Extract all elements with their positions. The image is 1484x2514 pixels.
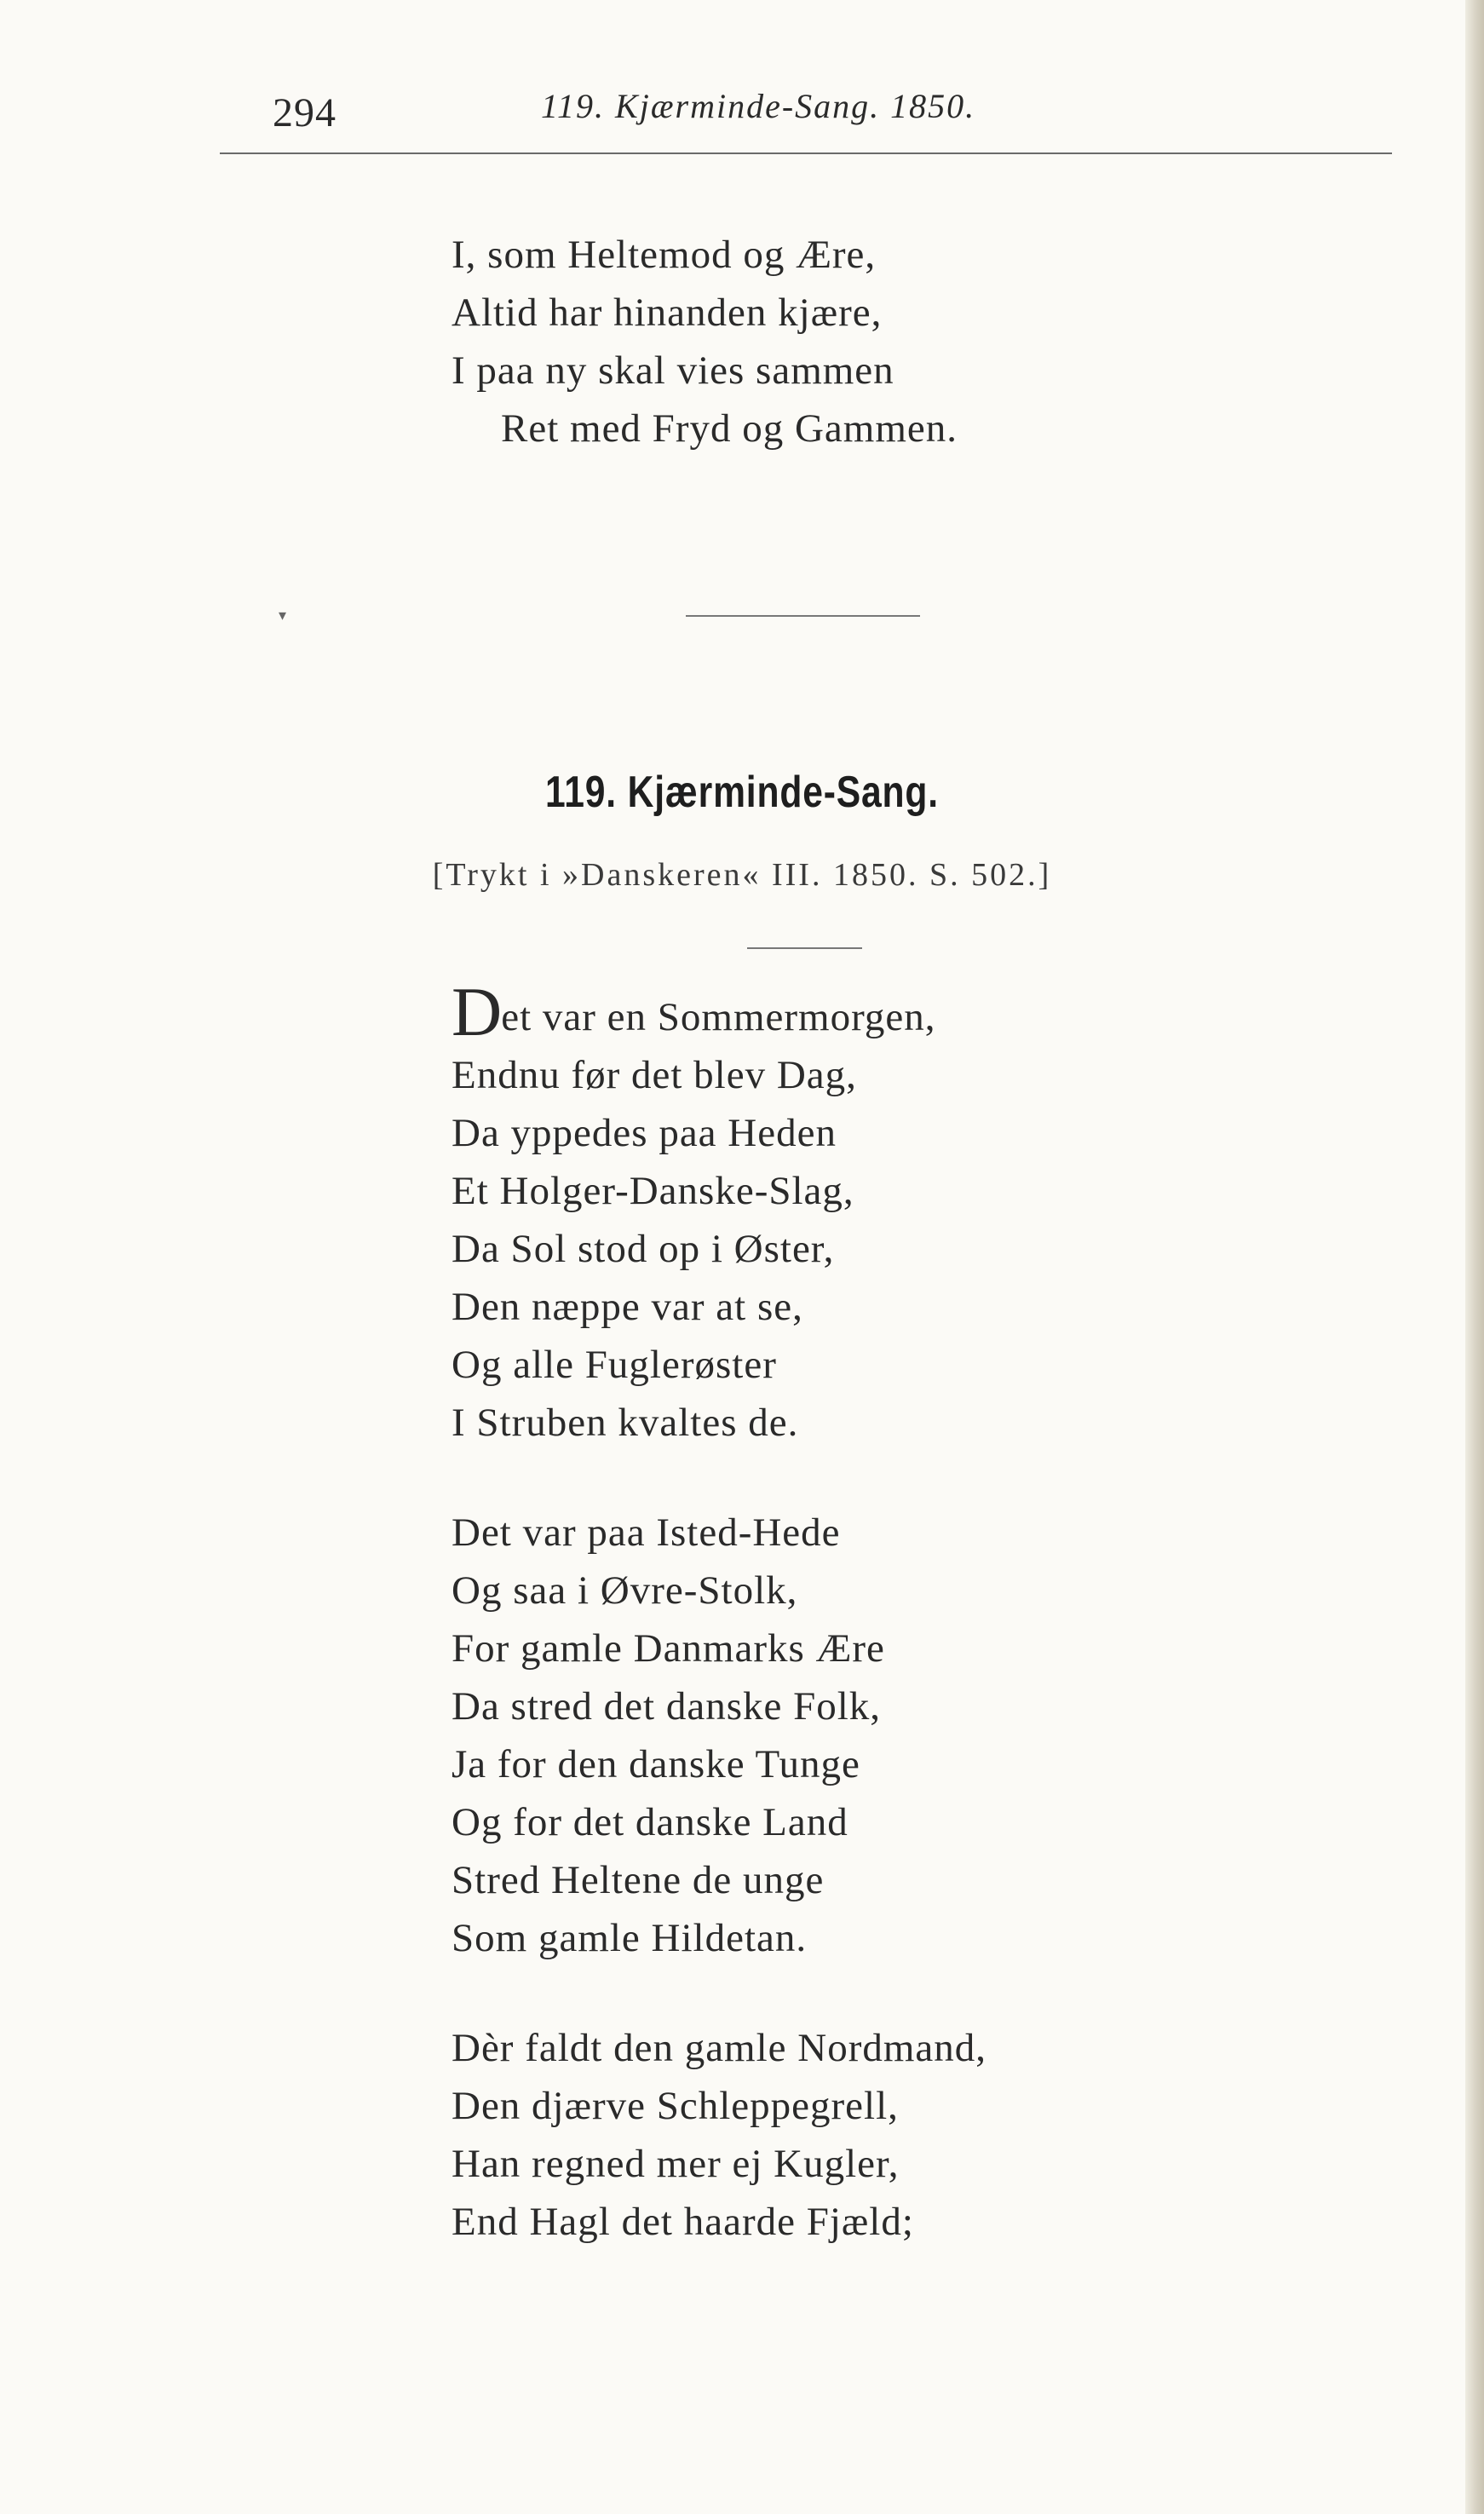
verse-line: Da stred det danske Folk,	[452, 1684, 882, 1729]
source-note: [Trykt i »Danskeren« III. 1850. S. 502.]	[432, 857, 1052, 893]
song-title	[134, 767, 1350, 818]
verse-line: I paa ny skal vies sammen	[452, 348, 894, 393]
stanza-2	[452, 1504, 1389, 1967]
verse-line: I Struben kvaltes de.	[452, 1401, 799, 1445]
verse-line: Som gamle Hildetan.	[452, 1916, 808, 1960]
verse-line: For gamle Danmarks Ære	[452, 1626, 885, 1671]
verse-line: Den djærve Schleppegrell,	[452, 2084, 899, 2128]
verse-line: Han regned mer ej Kugler,	[452, 2142, 900, 2186]
verse-line: Og for det danske Land	[452, 1800, 848, 1844]
page-number: 294	[273, 90, 336, 135]
verse-line: Ret med Fryd og Gammen.	[501, 406, 958, 451]
title-divider	[747, 947, 862, 949]
drop-cap: D	[452, 973, 503, 1050]
page-header	[0, 81, 1484, 149]
stanza-3	[452, 2019, 1389, 2251]
verse-line: Det var paa Isted-Hede	[452, 1510, 841, 1555]
song-number: 119.	[545, 768, 617, 817]
verse-line: Endnu før det blev Dag,	[452, 1053, 857, 1097]
running-head: 119. Kjærminde-Sang. 1850.	[541, 87, 976, 125]
verse-line: Ja for den danske Tunge	[452, 1742, 860, 1786]
verse-line: Da Sol stod op i Øster,	[452, 1227, 835, 1271]
stanza-1	[452, 973, 1389, 1452]
verse-line: Da yppedes paa Heden	[452, 1111, 837, 1155]
verse-line: Og saa i Øvre-Stolk,	[452, 1568, 798, 1613]
first-line-text: et var en Sommermorgen,	[501, 995, 936, 1039]
page-edge	[1465, 0, 1484, 2514]
verse-line: End Hagl det haarde Fjæld;	[452, 2200, 914, 2244]
song-title-text: Kjærminde-Sang.	[627, 768, 939, 817]
verse-line-first	[452, 973, 1389, 1050]
verse-line: Altid har hinanden kjære,	[452, 291, 883, 335]
verse-line: Et Holger-Danske-Slag,	[452, 1169, 854, 1213]
verse-line: Stred Heltene de unge	[452, 1858, 825, 1902]
section-divider	[686, 615, 920, 617]
verse-line: I, som Heltemod og Ære,	[452, 233, 877, 277]
verse-line: Og alle Fuglerøster	[452, 1343, 777, 1387]
verse-line: Den næppe var at se,	[452, 1285, 803, 1329]
verse-line: Dèr faldt den gamle Nordmand,	[452, 2026, 987, 2070]
header-rule	[220, 152, 1392, 154]
print-speck: ▾	[279, 607, 287, 624]
previous-song-stanza	[452, 226, 1389, 457]
